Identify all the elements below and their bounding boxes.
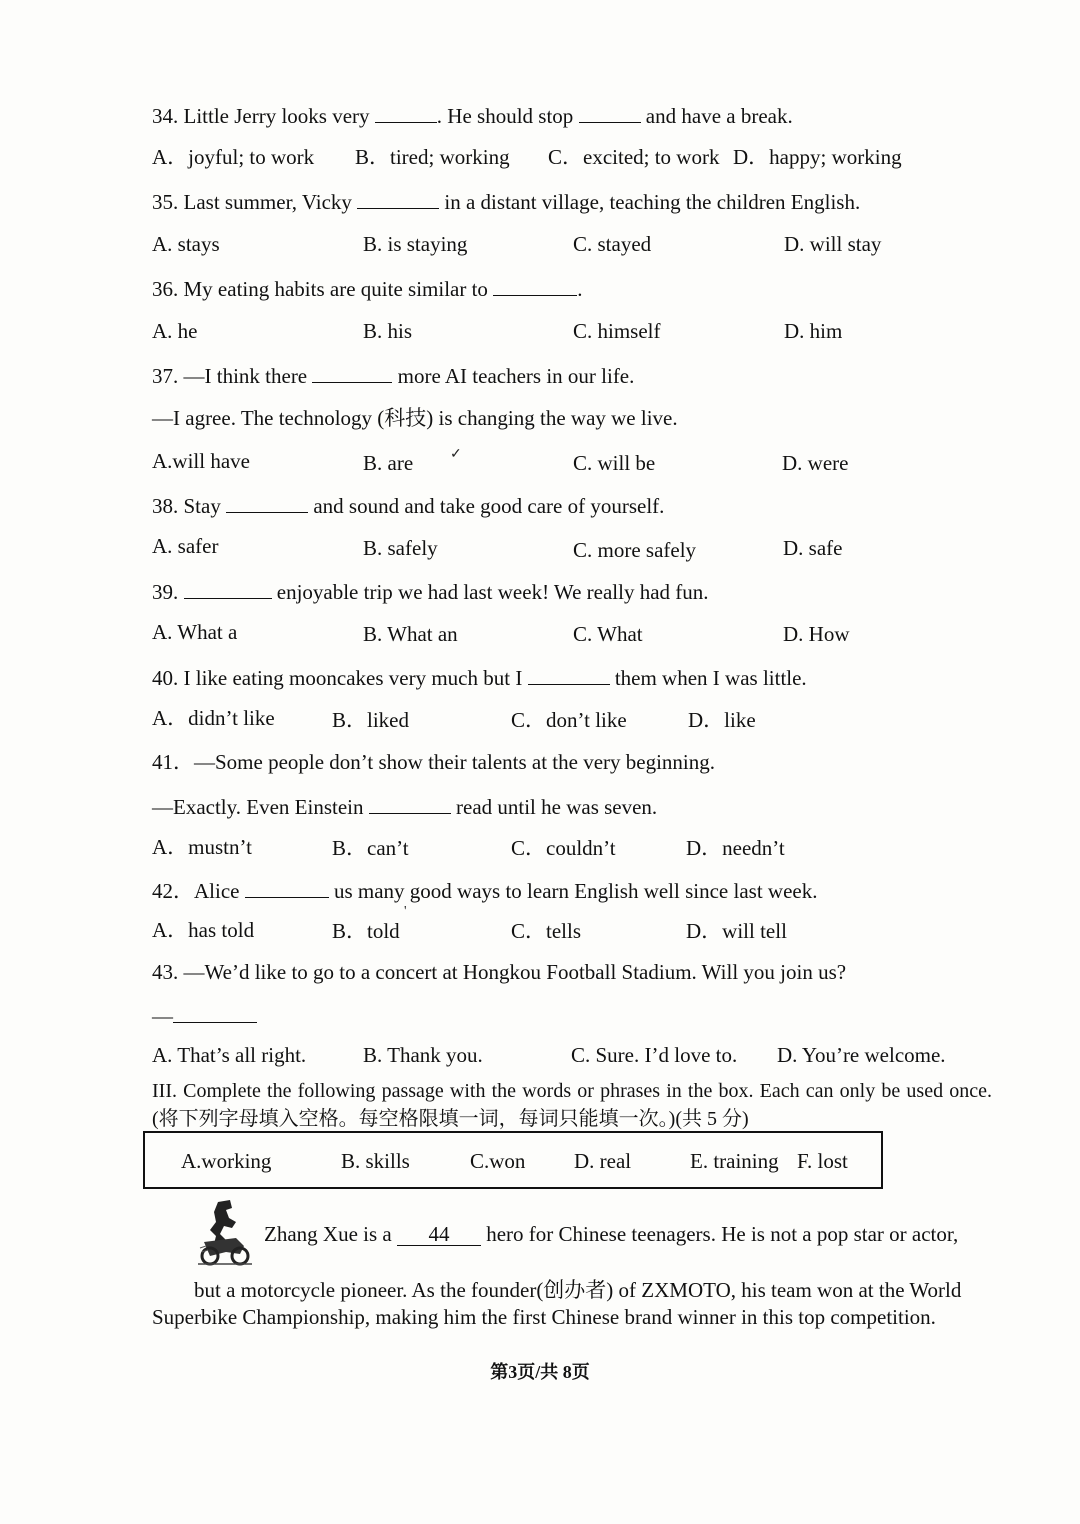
stem-text: 42．Alice: [152, 879, 245, 903]
stem-text: 38. Stay: [152, 494, 227, 518]
option-a: A.will have: [152, 449, 250, 473]
motorcyclist-illustration: [196, 1198, 254, 1268]
option-a: A. stays: [152, 232, 220, 256]
option-a: A. That’s all right.: [152, 1043, 307, 1067]
question-39-stem: [152, 580, 709, 603]
box-option-e: E. training: [690, 1149, 779, 1173]
option-b: B. What an: [363, 622, 458, 646]
option-b: B. his: [363, 319, 413, 343]
question-43-answer-line: [152, 1004, 257, 1027]
answer-blank: [528, 666, 610, 685]
section-3-heading: III. Complete the following passage with the words or phrases in the box. Each can only be used once. (将下列字母填入空格。每空格限填一词，每词只能填一次。)(共 5 分): [152, 1080, 992, 1130]
option-a: A．joyful; to work: [152, 145, 315, 169]
question-42-stem: [152, 879, 817, 902]
option-b: B．liked: [332, 708, 409, 732]
question-37-stem: [152, 364, 634, 387]
option-b: B. is staying: [363, 232, 468, 256]
stem-text: —Exactly. Even Einstein: [152, 795, 369, 819]
answer-blank: [357, 190, 439, 209]
stem-text: in a distant village, teaching the children English.: [439, 190, 861, 214]
passage-text: Zhang Xue is a: [264, 1222, 397, 1246]
passage-line-3: Superbike Championship, making him the first Chinese brand winner in this top competition.: [152, 1305, 936, 1329]
question-38-stem: [152, 494, 664, 517]
option-d: D．like: [688, 708, 756, 732]
option-b: B．can’t: [332, 836, 409, 860]
passage-line-2: but a motorcycle pioneer. As the founder(创办者) of ZXMOTO, his team won at the World: [194, 1278, 962, 1302]
answer-blank: [579, 104, 641, 123]
option-c: C. stayed: [573, 232, 652, 256]
box-option-c: C.won: [470, 1149, 526, 1173]
option-d: D. will stay: [784, 232, 882, 256]
stem-text: 39.: [152, 580, 184, 604]
option-c: C. Sure. I’d love to.: [571, 1043, 738, 1067]
box-option-a: A.working: [181, 1149, 272, 1173]
option-c: C．couldn’t: [511, 836, 616, 860]
option-d: D．needn’t: [686, 836, 785, 860]
box-option-f: F. lost: [797, 1149, 848, 1173]
passage-line-1: [264, 1224, 958, 1246]
answer-blank: [226, 494, 308, 513]
dash-text: —: [152, 1004, 173, 1028]
answer-blank: [312, 364, 392, 383]
option-a: A. he: [152, 319, 198, 343]
stem-text: read until he was seven.: [450, 795, 658, 819]
option-c: C. more safely: [573, 538, 697, 562]
page-number: 第3页/共 8页: [490, 1362, 590, 1382]
option-d: D．will tell: [686, 919, 787, 943]
stem-text: .: [577, 277, 583, 301]
stem-text: 34. Little Jerry looks very: [152, 104, 375, 128]
pencil-mark-icon: ✓: [450, 447, 462, 462]
answer-blank: [245, 879, 329, 898]
question-40-stem: [152, 666, 807, 689]
option-a: A. What a: [152, 620, 238, 644]
option-a: A．didn’t like: [152, 706, 275, 730]
option-c: C. will be: [573, 451, 656, 475]
question-43-stem: 43. —We’d like to go to a concert at Hongkou Football Stadium. Will you join us?: [152, 960, 847, 984]
stem-text: 36. My eating habits are quite similar to: [152, 277, 494, 301]
option-c: C．don’t like: [511, 708, 627, 732]
question-37-dialogue: —I agree. The technology (科技) is changing the way we live.: [152, 406, 678, 430]
answer-blank: [493, 277, 577, 296]
option-b: B. safely: [363, 536, 438, 560]
option-d: D．happy; working: [733, 145, 902, 169]
stem-text: more AI teachers in our life.: [392, 364, 635, 388]
answer-blank: [375, 104, 437, 123]
stem-text: and have a break.: [640, 104, 793, 128]
question-35-stem: [152, 190, 860, 213]
stem-text: 40. I like eating mooncakes very much but I: [152, 666, 528, 690]
stem-text: us many good ways to learn English well since last week.: [328, 879, 818, 903]
option-d: D. How: [783, 622, 850, 646]
stem-text: 37. —I think there: [152, 364, 313, 388]
option-c: C．tells: [511, 919, 582, 943]
question-34-stem: [152, 104, 793, 127]
option-b: B. Thank you.: [363, 1043, 483, 1067]
passage-blank-44: 44: [397, 1224, 481, 1246]
option-a: A．has told: [152, 918, 255, 942]
question-41-dialogue: [152, 795, 657, 818]
option-b: B．tired; working: [355, 145, 510, 169]
option-a: A. safer: [152, 534, 219, 558]
answer-blank: [369, 795, 451, 814]
question-36-stem: [152, 277, 582, 300]
answer-blank: [173, 1004, 257, 1023]
option-d: D. him: [784, 319, 843, 343]
option-c: C. What: [573, 622, 643, 646]
answer-blank: [184, 580, 272, 599]
stem-text: enjoyable trip we had last week! We really had fun.: [271, 580, 709, 604]
stem-text: . He should stop: [436, 104, 579, 128]
option-d: D. were: [782, 451, 849, 475]
pencil-mark-icon: ': [404, 904, 407, 919]
question-41-stem: 41．—Some people don’t show their talents at the very beginning.: [152, 750, 716, 774]
option-d: D. safe: [783, 536, 843, 560]
stem-text: 35. Last summer, Vicky: [152, 190, 358, 214]
option-c: C. himself: [573, 319, 661, 343]
box-option-b: B. skills: [341, 1149, 410, 1173]
option-b: B. are: [363, 451, 414, 475]
stem-text: and sound and take good care of yourself.: [308, 494, 665, 518]
option-d: D. You’re welcome.: [777, 1043, 946, 1067]
option-a: A．mustn’t: [152, 835, 252, 859]
box-option-d: D. real: [574, 1149, 632, 1173]
option-c: C．excited; to work: [548, 145, 720, 169]
option-b: B．told: [332, 919, 400, 943]
passage-text: hero for Chinese teenagers. He is not a pop star or actor,: [480, 1222, 959, 1246]
stem-text: them when I was little.: [609, 666, 807, 690]
